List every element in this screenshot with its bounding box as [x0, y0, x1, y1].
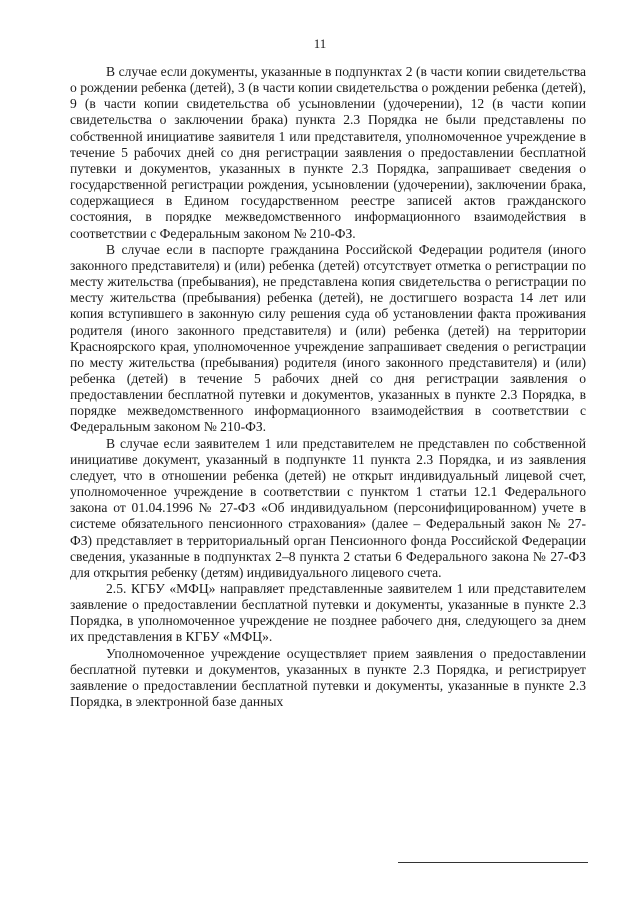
paragraph-residence-registration-request: В случае если в паспорте гражданина Российской Федерации родителя (иного законного представителя) и (или) ребенка (детей) отсутствует отметка о регистрации по месту жительства (пребывания), не представлена копия свидетельства о регистрации по месту жительства (пребывания) ребенка (детей), не достигшего возраста 14 лет или копия вступившего в законную силу решения суда об установлении факта проживания родителя (иного законного представителя) и (или) ребенка (детей) на территории Красноярского края, уполномоченное учреждение запрашивает сведения о регистрации по месту жительства (пребывания) родителя (иного законного представителя) и (или) ребенка (детей) в течение 5 рабочих дней со дня регистрации заявления о предоставлении бесплатной путевки и документов, указанных в пункте 2.3 Порядка, в порядке межведомственного информационного взаимодействия в соответствии с Федеральным законом № 210-ФЗ.	[70, 241, 586, 435]
paragraph-application-intake: Уполномоченное учреждение осуществляет прием заявления о предоставлении бесплатной путевки и документов, указанных в пункте 2.3 Порядка, и регистрирует заявление о предоставлении бесплатной путевки и документы, указанные в пункте 2.3 Порядка, в электронной базе данных	[70, 645, 586, 710]
footer-rule	[398, 862, 588, 863]
page-number: 11	[313, 36, 327, 51]
paragraph-civil-registry-request: В случае если документы, указанные в подпунктах 2 (в части копии свидетельства о рождении ребенка (детей), 3 (в части копии свидетельства о рождении ребенка (детей), 9 (в части копии свидетельства об усыновлении (удочерении), 12 (в части копии свидетельства о заключении брака) пункта 2.3 Порядка не были представлены по собственной инициативе заявителя 1 или представителя, уполномоченное учреждение в течение 5 рабочих дней со дня регистрации заявления о предоставлении бесплатной путевки и документов, указанных в пункте 2.3 Порядка, запрашивает сведения о государственной регистрации рождения, усыновлении (удочерении), заключении брака, содержащиеся в Едином государственном реестре записей актов гражданского состояния, в порядке межведомственного информационного взаимодействия в соответствии с Федеральным законом № 210-ФЗ.	[70, 64, 586, 241]
paragraph-personal-account: В случае если заявителем 1 или представителем не представлен по собственной инициативе документ, указанный в подпункте 11 пункта 2.3 Порядка, и из заявления следует, что в отношении ребенка (детей) не открыт индивидуальный лицевой счет, уполномоченное учреждение в соответствии с пунктом 1 статьи 12.1 Федерального закона от 01.04.1996 № 27-ФЗ «Об индивидуальном (персонифицированном) учете в системе обязательного пенсионного страхования» (далее – Федеральный закон № 27-ФЗ) представляет в территориальный орган Пенсионного фонда Российской Федерации сведения, указанные в подпунктах 2–8 пункта 2 статьи 6 Федерального закона № 27-ФЗ для открытия ребенку (детям) индивидуального лицевого счета.	[70, 435, 586, 580]
paragraph-mfc-transfer: 2.5. КГБУ «МФЦ» направляет представленные заявителем 1 или представителем заявление о предоставлении бесплатной путевки и документы, указанные в пункте 2.3 Порядка, в уполномоченное учреждение не позднее рабочего дня, следующего за днем их представления в КГБУ «МФЦ».	[70, 581, 586, 645]
document-body	[70, 64, 586, 710]
